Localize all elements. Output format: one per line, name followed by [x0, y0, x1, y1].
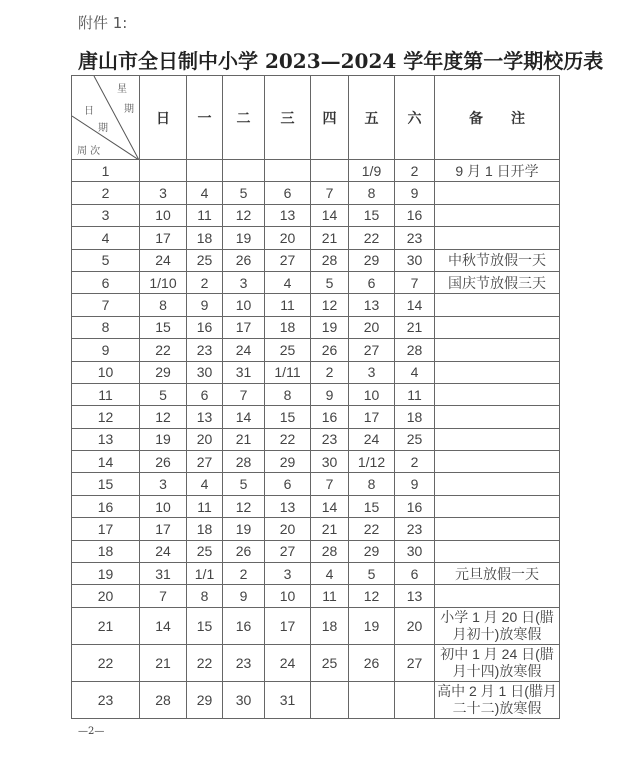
date-cell-sun: 24	[140, 249, 187, 271]
date-cell-mon: 4	[187, 473, 223, 495]
week-row	[72, 540, 560, 562]
week-number-cell: 7	[72, 294, 140, 316]
date-cell-thu: 28	[311, 249, 349, 271]
date-cell-sun	[140, 160, 187, 182]
date-cell-wed: 13	[265, 204, 311, 226]
week-number-cell: 5	[72, 249, 140, 271]
corner-label-qi2: 期	[98, 123, 108, 134]
week-row	[72, 294, 560, 316]
week-row	[72, 271, 560, 293]
date-cell-mon: 9	[187, 294, 223, 316]
date-cell-wed: 24	[265, 644, 311, 681]
week-row	[72, 361, 560, 383]
date-cell-fri: 22	[349, 227, 395, 249]
attachment-label: 附件 1:	[78, 14, 128, 32]
date-cell-tue: 31	[223, 361, 265, 383]
date-cell-fri: 15	[349, 204, 395, 226]
week-row	[72, 339, 560, 361]
date-cell-tue: 26	[223, 249, 265, 271]
week-row	[72, 563, 560, 585]
notes-header: 备 注	[435, 76, 560, 160]
date-cell-tue: 23	[223, 644, 265, 681]
date-cell-wed: 8	[265, 383, 311, 405]
date-cell-wed: 3	[265, 563, 311, 585]
week-number-cell: 23	[72, 681, 140, 718]
date-cell-mon: 1/1	[187, 563, 223, 585]
note-cell	[435, 294, 560, 316]
date-cell-fri: 15	[349, 495, 395, 517]
note-cell	[435, 428, 560, 450]
date-cell-thu: 9	[311, 383, 349, 405]
date-cell-sun: 10	[140, 495, 187, 517]
date-cell-sat: 2	[395, 160, 435, 182]
note-cell	[435, 204, 560, 226]
date-cell-sat: 2	[395, 451, 435, 473]
corner-label-xing: 星	[117, 84, 127, 95]
date-cell-sat: 9	[395, 182, 435, 204]
week-number-cell: 17	[72, 518, 140, 540]
date-cell-sun: 24	[140, 540, 187, 562]
date-cell-sat: 23	[395, 227, 435, 249]
date-cell-tue: 26	[223, 540, 265, 562]
date-cell-sat: 14	[395, 294, 435, 316]
date-cell-tue: 14	[223, 406, 265, 428]
date-cell-sun: 3	[140, 473, 187, 495]
date-cell-tue: 16	[223, 607, 265, 644]
note-cell: 国庆节放假三天	[435, 271, 560, 293]
date-cell-sun: 29	[140, 361, 187, 383]
note-cell: 元旦放假一天	[435, 563, 560, 585]
date-cell-mon: 4	[187, 182, 223, 204]
date-cell-thu: 21	[311, 518, 349, 540]
week-number-cell: 20	[72, 585, 140, 607]
date-cell-sat: 16	[395, 495, 435, 517]
week-row	[72, 451, 560, 473]
date-cell-sun: 21	[140, 644, 187, 681]
date-cell-fri: 24	[349, 428, 395, 450]
date-cell-fri: 8	[349, 473, 395, 495]
date-cell-mon: 16	[187, 316, 223, 338]
date-cell-mon: 23	[187, 339, 223, 361]
note-cell: 小学 1 月 20 日(腊月初十)放寒假	[435, 607, 560, 644]
date-cell-sun: 3	[140, 182, 187, 204]
date-cell-sat: 11	[395, 383, 435, 405]
date-cell-thu: 21	[311, 227, 349, 249]
date-cell-mon: 18	[187, 518, 223, 540]
note-cell	[435, 518, 560, 540]
date-cell-fri: 10	[349, 383, 395, 405]
date-cell-mon: 11	[187, 495, 223, 517]
date-cell-sun: 1/10	[140, 271, 187, 293]
date-cell-tue: 7	[223, 383, 265, 405]
date-cell-sat: 6	[395, 563, 435, 585]
date-cell-tue: 5	[223, 473, 265, 495]
date-cell-wed: 6	[265, 182, 311, 204]
date-cell-thu: 2	[311, 361, 349, 383]
date-cell-sun: 8	[140, 294, 187, 316]
date-cell-thu: 16	[311, 406, 349, 428]
week-number-cell: 11	[72, 383, 140, 405]
date-cell-mon: 2	[187, 271, 223, 293]
date-cell-sun: 31	[140, 563, 187, 585]
date-cell-sun: 7	[140, 585, 187, 607]
note-cell: 初中 1 月 24 日(腊月十四)放寒假	[435, 644, 560, 681]
date-cell-thu: 7	[311, 182, 349, 204]
date-cell-thu: 14	[311, 495, 349, 517]
date-cell-fri: 1/12	[349, 451, 395, 473]
date-cell-sat: 23	[395, 518, 435, 540]
week-row	[72, 585, 560, 607]
date-cell-tue: 10	[223, 294, 265, 316]
date-cell-thu: 12	[311, 294, 349, 316]
corner-header-cell	[72, 76, 140, 160]
date-cell-tue: 12	[223, 495, 265, 517]
date-cell-mon: 6	[187, 383, 223, 405]
date-cell-tue: 17	[223, 316, 265, 338]
date-cell-mon: 25	[187, 540, 223, 562]
week-row	[72, 182, 560, 204]
date-cell-wed: 1/11	[265, 361, 311, 383]
week-row	[72, 316, 560, 338]
day-header-mon: 一	[187, 76, 223, 160]
date-cell-mon: 30	[187, 361, 223, 383]
date-cell-thu: 30	[311, 451, 349, 473]
date-cell-thu: 23	[311, 428, 349, 450]
date-cell-thu: 5	[311, 271, 349, 293]
date-cell-wed: 20	[265, 227, 311, 249]
date-cell-sat: 20	[395, 607, 435, 644]
date-cell-tue: 2	[223, 563, 265, 585]
date-cell-mon: 13	[187, 406, 223, 428]
date-cell-thu: 26	[311, 339, 349, 361]
date-cell-fri: 26	[349, 644, 395, 681]
day-header-tue: 二	[223, 76, 265, 160]
date-cell-thu: 18	[311, 607, 349, 644]
date-cell-tue: 5	[223, 182, 265, 204]
note-cell	[435, 182, 560, 204]
week-row	[72, 383, 560, 405]
date-cell-wed	[265, 160, 311, 182]
date-cell-wed: 11	[265, 294, 311, 316]
corner-label-zhouci: 周 次	[77, 146, 101, 157]
date-cell-sun: 28	[140, 681, 187, 718]
week-number-cell: 3	[72, 204, 140, 226]
week-number-cell: 18	[72, 540, 140, 562]
week-number-cell: 1	[72, 160, 140, 182]
note-cell	[435, 473, 560, 495]
date-cell-fri: 5	[349, 563, 395, 585]
note-cell: 高中 2 月 1 日(腊月二十二)放寒假	[435, 681, 560, 718]
date-cell-tue	[223, 160, 265, 182]
week-number-cell: 10	[72, 361, 140, 383]
date-cell-mon: 15	[187, 607, 223, 644]
date-cell-wed: 20	[265, 518, 311, 540]
date-cell-thu: 7	[311, 473, 349, 495]
date-cell-fri: 1/9	[349, 160, 395, 182]
date-cell-sat: 13	[395, 585, 435, 607]
date-cell-wed: 22	[265, 428, 311, 450]
date-cell-mon: 8	[187, 585, 223, 607]
date-cell-sun: 26	[140, 451, 187, 473]
note-cell	[435, 316, 560, 338]
date-cell-wed: 4	[265, 271, 311, 293]
date-cell-mon: 27	[187, 451, 223, 473]
week-number-cell: 8	[72, 316, 140, 338]
date-cell-fri: 3	[349, 361, 395, 383]
week-row	[72, 428, 560, 450]
date-cell-tue: 19	[223, 518, 265, 540]
date-cell-thu: 14	[311, 204, 349, 226]
date-cell-fri: 12	[349, 585, 395, 607]
date-cell-thu: 11	[311, 585, 349, 607]
date-cell-sat: 27	[395, 644, 435, 681]
date-cell-sun: 19	[140, 428, 187, 450]
week-number-cell: 9	[72, 339, 140, 361]
date-cell-sat: 7	[395, 271, 435, 293]
date-cell-thu	[311, 160, 349, 182]
week-number-cell: 12	[72, 406, 140, 428]
date-cell-mon: 11	[187, 204, 223, 226]
week-row	[72, 249, 560, 271]
corner-label-qi: 期	[124, 104, 134, 115]
date-cell-wed: 31	[265, 681, 311, 718]
day-header-sun: 日	[140, 76, 187, 160]
page-number: —2—	[78, 726, 105, 737]
date-cell-thu: 28	[311, 540, 349, 562]
date-cell-tue: 30	[223, 681, 265, 718]
date-cell-wed: 13	[265, 495, 311, 517]
week-row	[72, 204, 560, 226]
date-cell-tue: 9	[223, 585, 265, 607]
date-cell-mon: 20	[187, 428, 223, 450]
date-cell-fri	[349, 681, 395, 718]
week-number-cell: 6	[72, 271, 140, 293]
date-cell-tue: 28	[223, 451, 265, 473]
week-number-cell: 2	[72, 182, 140, 204]
school-calendar-table	[71, 75, 560, 719]
date-cell-mon	[187, 160, 223, 182]
date-cell-wed: 18	[265, 316, 311, 338]
day-header-thu: 四	[311, 76, 349, 160]
date-cell-wed: 25	[265, 339, 311, 361]
date-cell-thu	[311, 681, 349, 718]
date-cell-sat: 28	[395, 339, 435, 361]
date-cell-fri: 20	[349, 316, 395, 338]
date-cell-tue: 24	[223, 339, 265, 361]
note-cell	[435, 361, 560, 383]
date-cell-sat: 30	[395, 249, 435, 271]
date-cell-wed: 27	[265, 249, 311, 271]
week-row	[72, 406, 560, 428]
note-cell	[435, 383, 560, 405]
date-cell-fri: 13	[349, 294, 395, 316]
date-cell-fri: 19	[349, 607, 395, 644]
note-cell: 中秋节放假一天	[435, 249, 560, 271]
date-cell-sat: 30	[395, 540, 435, 562]
date-cell-tue: 3	[223, 271, 265, 293]
date-cell-wed: 17	[265, 607, 311, 644]
date-cell-tue: 12	[223, 204, 265, 226]
date-cell-thu: 4	[311, 563, 349, 585]
date-cell-mon: 22	[187, 644, 223, 681]
week-row	[72, 518, 560, 540]
date-cell-sun: 17	[140, 518, 187, 540]
week-row	[72, 473, 560, 495]
note-cell	[435, 585, 560, 607]
document-title: 唐山市全日制中小学 2023—2024 学年度第一学期校历表	[78, 49, 604, 73]
date-cell-fri: 29	[349, 540, 395, 562]
day-header-wed: 三	[265, 76, 311, 160]
date-cell-fri: 22	[349, 518, 395, 540]
date-cell-tue: 19	[223, 227, 265, 249]
date-cell-sat: 18	[395, 406, 435, 428]
note-cell	[435, 339, 560, 361]
date-cell-sat: 21	[395, 316, 435, 338]
note-cell	[435, 451, 560, 473]
note-cell: 9 月 1 日开学	[435, 160, 560, 182]
week-row	[72, 644, 560, 681]
date-cell-mon: 18	[187, 227, 223, 249]
week-number-cell: 14	[72, 451, 140, 473]
date-cell-fri: 27	[349, 339, 395, 361]
date-cell-mon: 25	[187, 249, 223, 271]
date-cell-fri: 17	[349, 406, 395, 428]
week-number-cell: 22	[72, 644, 140, 681]
week-number-cell: 13	[72, 428, 140, 450]
header-row	[72, 76, 560, 160]
date-cell-fri: 29	[349, 249, 395, 271]
date-cell-sat: 25	[395, 428, 435, 450]
date-cell-mon: 29	[187, 681, 223, 718]
week-number-cell: 21	[72, 607, 140, 644]
date-cell-fri: 8	[349, 182, 395, 204]
week-number-cell: 15	[72, 473, 140, 495]
day-header-sat: 六	[395, 76, 435, 160]
date-cell-sun: 15	[140, 316, 187, 338]
date-cell-sun: 14	[140, 607, 187, 644]
week-number-cell: 16	[72, 495, 140, 517]
week-row	[72, 227, 560, 249]
note-cell	[435, 227, 560, 249]
note-cell	[435, 406, 560, 428]
date-cell-fri: 6	[349, 271, 395, 293]
calendar-body	[72, 160, 560, 719]
week-row	[72, 607, 560, 644]
date-cell-sun: 5	[140, 383, 187, 405]
week-row	[72, 681, 560, 718]
date-cell-sun: 10	[140, 204, 187, 226]
date-cell-wed: 29	[265, 451, 311, 473]
date-cell-wed: 6	[265, 473, 311, 495]
date-cell-wed: 27	[265, 540, 311, 562]
date-cell-sat: 4	[395, 361, 435, 383]
day-header-fri: 五	[349, 76, 395, 160]
date-cell-tue: 21	[223, 428, 265, 450]
date-cell-wed: 10	[265, 585, 311, 607]
week-row	[72, 495, 560, 517]
date-cell-thu: 19	[311, 316, 349, 338]
date-cell-wed: 15	[265, 406, 311, 428]
date-cell-sat: 16	[395, 204, 435, 226]
week-row	[72, 160, 560, 182]
date-cell-sun: 17	[140, 227, 187, 249]
date-cell-sat	[395, 681, 435, 718]
week-number-cell: 4	[72, 227, 140, 249]
date-cell-sat: 9	[395, 473, 435, 495]
note-cell	[435, 495, 560, 517]
date-cell-sun: 22	[140, 339, 187, 361]
week-number-cell: 19	[72, 563, 140, 585]
date-cell-sun: 12	[140, 406, 187, 428]
date-cell-thu: 25	[311, 644, 349, 681]
note-cell	[435, 540, 560, 562]
corner-label-ri: 日	[84, 106, 94, 117]
